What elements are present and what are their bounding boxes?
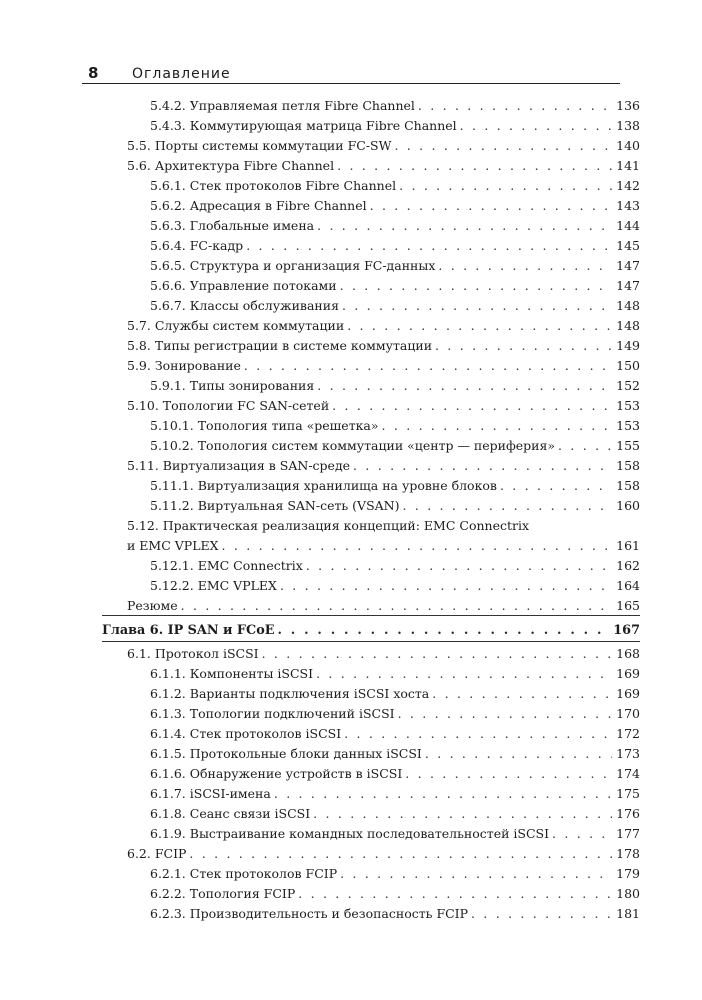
toc-entry-page: 141 — [616, 158, 640, 173]
toc-entry — [150, 784, 640, 804]
toc-entry — [150, 556, 640, 576]
dot-leader — [382, 416, 613, 436]
toc-entry-page: 169 — [616, 666, 640, 681]
dot-leader — [405, 764, 612, 784]
toc-entry-title: 6.1. Протокол iSCSI — [127, 646, 259, 661]
toc-entry-title: 5.4.3. Коммутирующая матрица Fibre Channel — [150, 118, 457, 133]
dot-leader — [298, 884, 612, 904]
toc-entry-page: 168 — [616, 646, 640, 661]
chapter-divider — [102, 615, 640, 616]
dot-leader — [262, 644, 613, 664]
toc-entry-page: 143 — [616, 198, 640, 213]
toc-chapter-entry — [102, 621, 640, 641]
toc-entry — [150, 376, 640, 396]
toc-entry — [150, 824, 640, 844]
toc-entry-title: 5.6.1. Стек протоколов Fibre Channel — [150, 178, 397, 193]
toc-entry — [127, 536, 640, 556]
toc-entry — [150, 196, 640, 216]
dot-leader — [332, 396, 612, 416]
dot-leader — [347, 316, 612, 336]
toc-entry — [150, 664, 640, 684]
toc-entry-title: и EMC VPLEX — [127, 538, 219, 553]
dot-leader — [435, 336, 612, 356]
dot-leader — [558, 436, 612, 456]
toc-entry-title: 5.7. Службы систем коммутации — [127, 318, 345, 333]
toc-entry-title: 5.11.2. Виртуальная SAN-сеть (VSAN) — [150, 498, 400, 513]
toc-entry — [150, 176, 640, 196]
toc-entry — [127, 844, 640, 864]
dot-leader — [418, 96, 612, 116]
toc-entry-title: 6.1.8. Сеанс связи iSCSI — [150, 806, 311, 821]
toc-entry-page: 149 — [616, 338, 640, 353]
toc-entry — [127, 356, 640, 376]
toc-entry — [150, 96, 640, 116]
toc-entry-page: 177 — [616, 826, 640, 841]
dot-leader — [340, 864, 612, 884]
toc-entry-title: Глава 6. IP SAN и FCoE — [102, 623, 275, 638]
toc-entry-page: 169 — [616, 686, 640, 701]
toc-entry-page: 142 — [616, 178, 640, 193]
toc-entry-title: 6.2.1. Стек протоколов FCIP — [150, 866, 338, 881]
toc-entry-title: 5.6.7. Классы обслуживания — [150, 298, 339, 313]
dot-leader — [317, 376, 612, 396]
toc-entry-page: 148 — [616, 318, 640, 333]
toc-entry-title: Резюме — [127, 598, 178, 613]
dot-leader — [394, 136, 612, 156]
toc-entry-title: 5.5. Порты системы коммутации FC-SW — [127, 138, 392, 153]
toc-entry-page: 152 — [616, 378, 640, 393]
dot-leader — [246, 236, 612, 256]
toc-entry-title: 5.6.3. Глобальные имена — [150, 218, 315, 233]
toc-entry-title: 5.6.5. Структура и организация FC-данных — [150, 258, 436, 273]
toc-entry-page: 173 — [616, 746, 640, 761]
toc-entry-page: 172 — [616, 726, 640, 741]
toc-entry-title: 5.10. Топологии FC SAN-сетей — [127, 398, 330, 413]
dot-leader — [306, 556, 612, 576]
dot-leader — [313, 804, 612, 824]
dot-leader — [403, 496, 613, 516]
toc-entry — [150, 276, 640, 296]
toc-entry-page: 170 — [616, 706, 640, 721]
dot-leader — [337, 156, 612, 176]
toc-entry-page: 175 — [616, 786, 640, 801]
toc-entry-page: 136 — [616, 98, 640, 113]
dot-leader — [344, 724, 612, 744]
running-title: Оглавление — [132, 66, 231, 82]
toc-entry-title: 5.6.6. Управление потоками — [150, 278, 337, 293]
dot-leader — [438, 256, 612, 276]
toc-entry — [150, 804, 640, 824]
toc-entry-page: 153 — [616, 398, 640, 413]
toc-entry — [127, 336, 640, 356]
toc-entry-page: 164 — [616, 578, 640, 593]
toc-entry-title: 5.12.2. EMC VPLEX — [150, 578, 277, 593]
dot-leader — [222, 536, 613, 556]
dot-leader — [280, 576, 612, 596]
toc-entry — [150, 724, 640, 744]
toc-entry — [150, 256, 640, 276]
toc-entry-page: 165 — [616, 598, 640, 613]
toc-entry — [127, 156, 640, 176]
dot-leader — [278, 621, 610, 641]
toc-entry-page: 179 — [616, 866, 640, 881]
toc-entry-title: 6.2.3. Производительность и безопасность FCIP — [150, 906, 469, 921]
toc-entry-title: 5.9.1. Типы зонирования — [150, 378, 315, 393]
toc-entry — [127, 456, 640, 476]
dot-leader — [500, 476, 612, 496]
toc-entry-title: 5.6.2. Адресация в Fibre Channel — [150, 198, 367, 213]
toc-entry — [150, 764, 640, 784]
toc-entry — [150, 436, 640, 456]
toc-entry — [150, 744, 640, 764]
toc-entry-page: 160 — [616, 498, 640, 513]
page-header — [82, 62, 620, 82]
toc-entry — [127, 316, 640, 336]
toc-entry-page: 138 — [616, 118, 640, 133]
toc-entry-page: 148 — [616, 298, 640, 313]
toc-entry-page: 153 — [616, 418, 640, 433]
dot-leader — [316, 664, 612, 684]
page-number: 8 — [88, 64, 99, 82]
dot-leader — [370, 196, 613, 216]
dot-leader — [189, 844, 612, 864]
toc-entry-page: 140 — [616, 138, 640, 153]
dot-leader — [340, 276, 613, 296]
toc-entry — [127, 396, 640, 416]
toc-entry — [150, 704, 640, 724]
dot-leader — [398, 704, 613, 724]
toc-entry-page: 147 — [616, 278, 640, 293]
toc-entry-page: 167 — [613, 623, 640, 638]
toc-entry — [150, 116, 640, 136]
toc-entry-title: 6.1.1. Компоненты iSCSI — [150, 666, 314, 681]
toc-entry-page: 174 — [616, 766, 640, 781]
dot-leader — [432, 684, 612, 704]
toc-entry — [127, 516, 640, 536]
toc-entry-title: 5.11. Виртуализация в SAN-среде — [127, 458, 351, 473]
dot-leader — [317, 216, 612, 236]
toc-entry-title: 6.2. FCIP — [127, 846, 187, 861]
toc-entry-page: 147 — [616, 258, 640, 273]
dot-leader — [460, 116, 613, 136]
toc-entry-page: 155 — [616, 438, 640, 453]
dot-leader — [342, 296, 612, 316]
toc-entry — [127, 596, 640, 616]
dot-leader — [552, 824, 612, 844]
toc-entry-title: 5.10.2. Топология систем коммутации «центр — периферия» — [150, 438, 556, 453]
toc-entry-page: 178 — [616, 846, 640, 861]
toc-entry-title: 5.11.1. Виртуализация хранилища на уровне блоков — [150, 478, 497, 493]
toc-entry-title: 6.2.2. Топология FCIP — [150, 886, 296, 901]
header-rule — [82, 83, 620, 84]
toc-entry-title: 5.6. Архитектура Fibre Channel — [127, 158, 335, 173]
toc-entry-title: 5.8. Типы регистрации в системе коммутации — [127, 338, 433, 353]
toc-entry-title: 6.1.4. Стек протоколов iSCSI — [150, 726, 342, 741]
toc-entry — [127, 136, 640, 156]
toc-entry-page: 161 — [616, 538, 640, 553]
toc-entry — [150, 496, 640, 516]
toc-entry-page: 158 — [616, 478, 640, 493]
toc-entry-page: 145 — [616, 238, 640, 253]
toc-entry-page: 158 — [616, 458, 640, 473]
toc-entry-page: 150 — [616, 358, 640, 373]
toc-entry — [150, 296, 640, 316]
toc-entry — [150, 236, 640, 256]
toc-entry — [127, 644, 640, 664]
chapter-divider — [102, 641, 640, 642]
toc-entry-page: 144 — [616, 218, 640, 233]
toc-entry-title: 6.1.6. Обнаружение устройств в iSCSI — [150, 766, 403, 781]
dot-leader — [244, 356, 612, 376]
toc-entry — [150, 416, 640, 436]
toc-entry — [150, 684, 640, 704]
toc-entry-page: 162 — [616, 558, 640, 573]
dot-leader — [274, 784, 612, 804]
toc-entry-title: 6.1.7. iSCSI-имена — [150, 786, 271, 801]
toc-entry-title: 6.1.9. Выстраивание командных последовательностей iSCSI — [150, 826, 550, 841]
toc-entry-title: 5.10.1. Топология типа «решетка» — [150, 418, 379, 433]
toc-entry-title: 6.1.3. Топологии подключений iSCSI — [150, 706, 395, 721]
toc-entry-page: 176 — [616, 806, 640, 821]
toc-entry — [150, 884, 640, 904]
toc-entry-page: 181 — [616, 906, 640, 921]
toc-entry-title: 5.4.2. Управляемая петля Fibre Channel — [150, 98, 415, 113]
toc-entry-title: 6.1.5. Протокольные блоки данных iSCSI — [150, 746, 422, 761]
toc-entry-title: 5.12.1. EMC Connectrix — [150, 558, 303, 573]
dot-leader — [181, 596, 613, 616]
dot-leader — [399, 176, 612, 196]
toc-entry — [150, 864, 640, 884]
dot-leader — [425, 744, 612, 764]
toc-entry-title: 5.9. Зонирование — [127, 358, 241, 373]
dot-leader — [353, 456, 612, 476]
toc-entry-title: 5.12. Практическая реализация концепций: EMC Connectrix — [127, 518, 530, 533]
toc-entry — [150, 576, 640, 596]
toc-entry — [150, 904, 640, 924]
toc-entry — [150, 476, 640, 496]
toc-entry-page: 180 — [616, 886, 640, 901]
toc-entry-title: 6.1.2. Варианты подключения iSCSI хоста — [150, 686, 430, 701]
toc-entry — [150, 216, 640, 236]
toc-entry-title: 5.6.4. FC-кадр — [150, 238, 244, 253]
dot-leader — [471, 904, 612, 924]
